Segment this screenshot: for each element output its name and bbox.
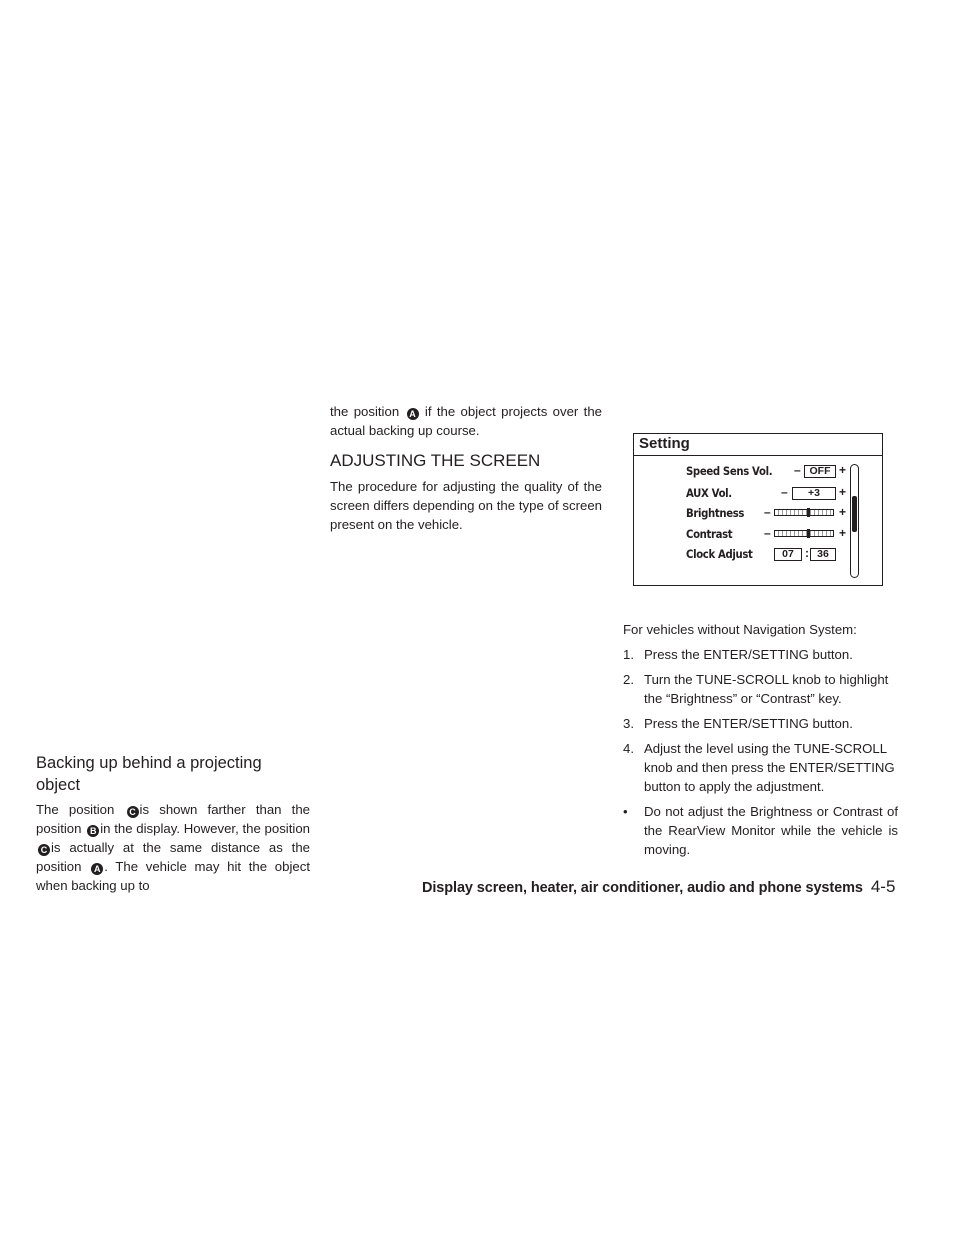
position-c-marker-icon: C [127,806,139,818]
setting-value: OFF [804,465,836,478]
list-item: 2. Turn the TUNE-SCROLL knob to highlight the “Brightness” or “Contrast” key. [623,672,889,706]
minus-icon: – [781,485,788,499]
position-a-marker-icon: A [91,863,103,875]
position-b-marker-icon: B [87,825,99,837]
settings-scrollbar [850,464,859,578]
setting-label: Speed Sens Vol. [686,464,773,478]
caution-bullet: • Do not adjust the Brightness or Contrast of the RearView Monitor while the vehicle is moving. [623,804,898,857]
projecting-object-paragraph: The position C is shown farther than the position B in the display. However, the position C is actually at the same distance as the position A . The vehicle may hit the object when backing up to [36,802,311,893]
setting-label: AUX Vol. [686,486,732,500]
setting-row-aux-vol [686,485,856,503]
minus-icon: – [764,505,771,519]
adjustment-steps-list [623,645,898,796]
section-heading-adjusting-screen: ADJUSTING THE SCREEN [330,451,541,470]
minus-icon: – [794,463,801,477]
plus-icon: + [839,485,847,499]
setting-row-brightness [686,505,856,523]
middle-column [330,402,602,534]
contrast-level-thumb [807,529,810,538]
list-item: 1. Press the ENTER/SETTING button. [623,647,853,662]
setting-row-speed-sens-vol [686,463,856,481]
settings-title-divider [634,455,882,456]
right-column [623,620,898,859]
brightness-level-bar [774,509,834,516]
settings-scroll-thumb [852,496,857,532]
left-column [36,752,310,895]
position-a-marker-icon: A [407,408,419,420]
clock-separator: : [805,546,809,560]
minus-icon: – [764,526,771,540]
page-number: 4-5 [870,877,896,896]
setting-row-contrast [686,526,856,544]
page-footer [422,877,894,897]
setting-value: +3 [792,487,836,500]
list-item: 3. Press the ENTER/SETTING button. [623,716,853,731]
continuation-paragraph: the position A if the object projects over the actual backing up course. [330,404,603,438]
brightness-level-thumb [807,508,810,517]
plus-icon: + [839,505,847,519]
setting-row-clock-adjust [686,546,856,564]
setting-label: Brightness [686,506,745,520]
setting-label: Contrast [686,527,733,541]
plus-icon: + [839,463,847,477]
settings-screen-illustration [633,433,883,586]
contrast-level-bar [774,530,834,537]
settings-title: Setting [639,435,690,452]
steps-intro: For vehicles without Navigation System: [623,622,857,637]
bullet-icon: • [623,804,628,819]
clock-minute-value: 36 [810,548,836,561]
plus-icon: + [839,526,847,540]
setting-label: Clock Adjust [686,547,753,561]
list-item: 4. Adjust the level using the TUNE-SCROLL knob and then press the ENTER/SETTING button to apply the adjustment. [623,741,895,794]
section-heading-projecting-object: Backing up behind a projecting object [36,754,262,794]
adjusting-screen-paragraph: The procedure for adjusting the quality of the screen differs depending on the type of screen present on the vehicle. [330,479,602,532]
footer-section-title: Display screen, heater, air conditioner, audio and phone systems [422,880,863,896]
position-c-marker-icon: C [38,844,50,856]
clock-hour-value: 07 [774,548,802,561]
